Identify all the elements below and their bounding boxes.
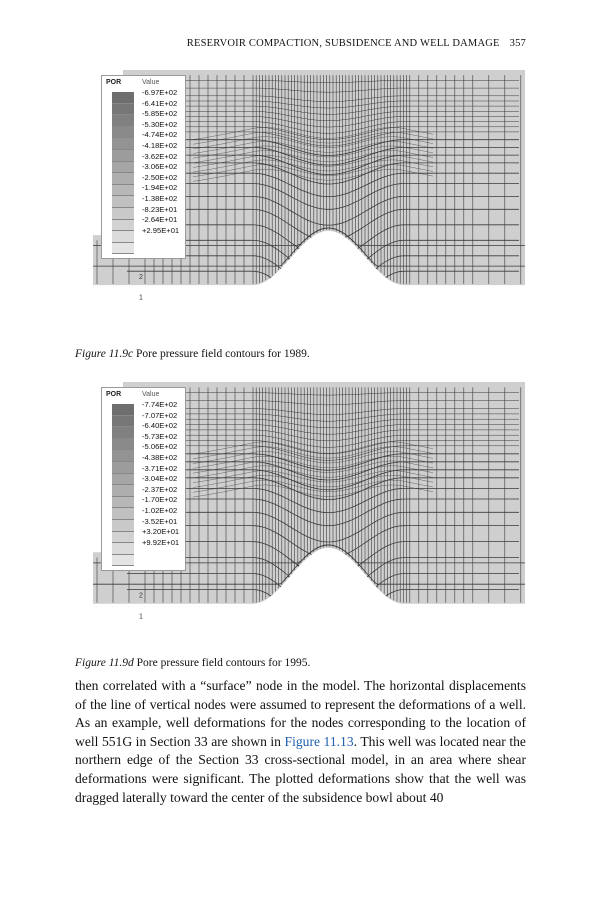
- running-head: [0, 38, 526, 49]
- legend-colorbar: [112, 92, 134, 254]
- legend-variable: POR: [106, 79, 122, 86]
- legend-value: +9.92E+01: [142, 537, 180, 547]
- legend-value: -3.71E+02: [142, 463, 178, 473]
- figure-label: Figure 11.9c: [75, 348, 134, 360]
- legend-swatch: [112, 127, 134, 139]
- legend-value: -4.74E+02: [142, 130, 178, 140]
- caption-text: Pore pressure field contours for 1995.: [133, 657, 311, 669]
- body-text-part: then correlated with a “surface” node in the model. The horizontal displacements of the line of vertical nodes were assumed to represent the deformations of a well. As an example, well deformations for the nodes corresponding to the location of well 551G in Section 33 are shown in: [75, 678, 526, 749]
- legend-swatch: [112, 220, 134, 232]
- legend-value: -5.30E+02: [142, 119, 178, 129]
- legend-value: -4.18E+02: [142, 140, 178, 150]
- legend-value: -1.70E+02: [142, 495, 178, 505]
- legend-swatch: [112, 416, 134, 428]
- legend-value: -5.73E+02: [142, 431, 178, 441]
- legend-swatch: [112, 532, 134, 544]
- legend-value: -7.07E+02: [142, 410, 178, 420]
- legend-value: -6.41E+02: [142, 98, 178, 108]
- legend-swatch: [112, 115, 134, 127]
- legend-swatch: [112, 208, 134, 220]
- legend-value: -5.06E+02: [142, 442, 178, 452]
- legend-value: +3.20E+01: [142, 527, 180, 537]
- legend-swatch: [112, 450, 134, 462]
- legend-swatch: [112, 92, 134, 104]
- figure-11-9c: [93, 70, 525, 328]
- mesh-label: 2: [139, 273, 143, 281]
- legend: [101, 75, 186, 259]
- body-text-part: . This well was located near the northern edge of the Section 33 cross-sectional model, in an area where shear deformations were significant. The plotted deformations show that the well was dragged laterally toward the center of the subsidence bowl about 40: [75, 733, 526, 805]
- legend-swatch: [112, 150, 134, 162]
- mesh-label: 1: [139, 613, 143, 621]
- legend-value: -2.50E+02: [142, 172, 178, 182]
- legend-swatch: [112, 243, 134, 255]
- page-number: 357: [509, 38, 526, 49]
- figure-label: Figure 11.9d: [75, 657, 134, 669]
- legend-swatch: [112, 520, 134, 532]
- legend-swatch: [112, 497, 134, 509]
- legend-swatch: [112, 231, 134, 243]
- legend-value: -2.37E+02: [142, 484, 178, 494]
- figure-11-9d: [93, 382, 525, 648]
- legend-swatch: [112, 162, 134, 174]
- legend-value: -1.94E+02: [142, 183, 178, 193]
- legend-value: +2.95E+01: [142, 225, 180, 235]
- body-paragraph: [75, 677, 526, 807]
- caption-text: Pore pressure field contours for 1989.: [133, 348, 310, 360]
- figure-caption: [75, 657, 310, 669]
- legend-value: -3.06E+02: [142, 162, 178, 172]
- legend-value: -3.52E+01: [142, 516, 178, 526]
- legend-value: -1.38E+02: [142, 193, 178, 203]
- legend-swatch: [112, 508, 134, 520]
- legend-value: -3.04E+02: [142, 474, 178, 484]
- legend-value: -7.74E+02: [142, 400, 178, 409]
- legend-swatch: [112, 427, 134, 439]
- legend: [101, 387, 186, 571]
- legend-value: -5.85E+02: [142, 109, 178, 119]
- figure-11-13-link[interactable]: Figure 11.13: [284, 733, 354, 749]
- legend-swatch: [112, 196, 134, 208]
- legend-value: -4.38E+02: [142, 452, 178, 462]
- legend-value: -6.40E+02: [142, 421, 178, 431]
- legend-value-header: Value: [142, 79, 160, 86]
- legend-swatch: [112, 185, 134, 197]
- legend-value: -6.97E+02: [142, 88, 178, 97]
- legend-swatch: [112, 462, 134, 474]
- mesh-label: 2: [139, 592, 143, 600]
- running-head-title: RESERVOIR COMPACTION, SUBSIDENCE AND WELL DAMAGE: [186, 38, 500, 49]
- legend-swatch: [112, 138, 134, 150]
- figure-caption: [75, 348, 310, 360]
- legend-swatch: [112, 555, 134, 567]
- legend-swatch: [112, 485, 134, 497]
- legend-colorbar: [112, 404, 134, 566]
- legend-value: -2.64E+01: [142, 215, 178, 225]
- legend-swatch: [112, 439, 134, 451]
- legend-variable: POR: [106, 391, 122, 398]
- legend-value-header: Value: [142, 391, 160, 398]
- legend-swatch: [112, 543, 134, 555]
- legend-value: -3.62E+02: [142, 151, 178, 161]
- legend-swatch: [112, 474, 134, 486]
- legend-value: -1.02E+02: [142, 505, 178, 515]
- legend-value: -8.23E+01: [142, 204, 178, 214]
- legend-swatch: [112, 104, 134, 116]
- mesh-label: 1: [139, 294, 143, 302]
- legend-swatch: [112, 173, 134, 185]
- legend-swatch: [112, 404, 134, 416]
